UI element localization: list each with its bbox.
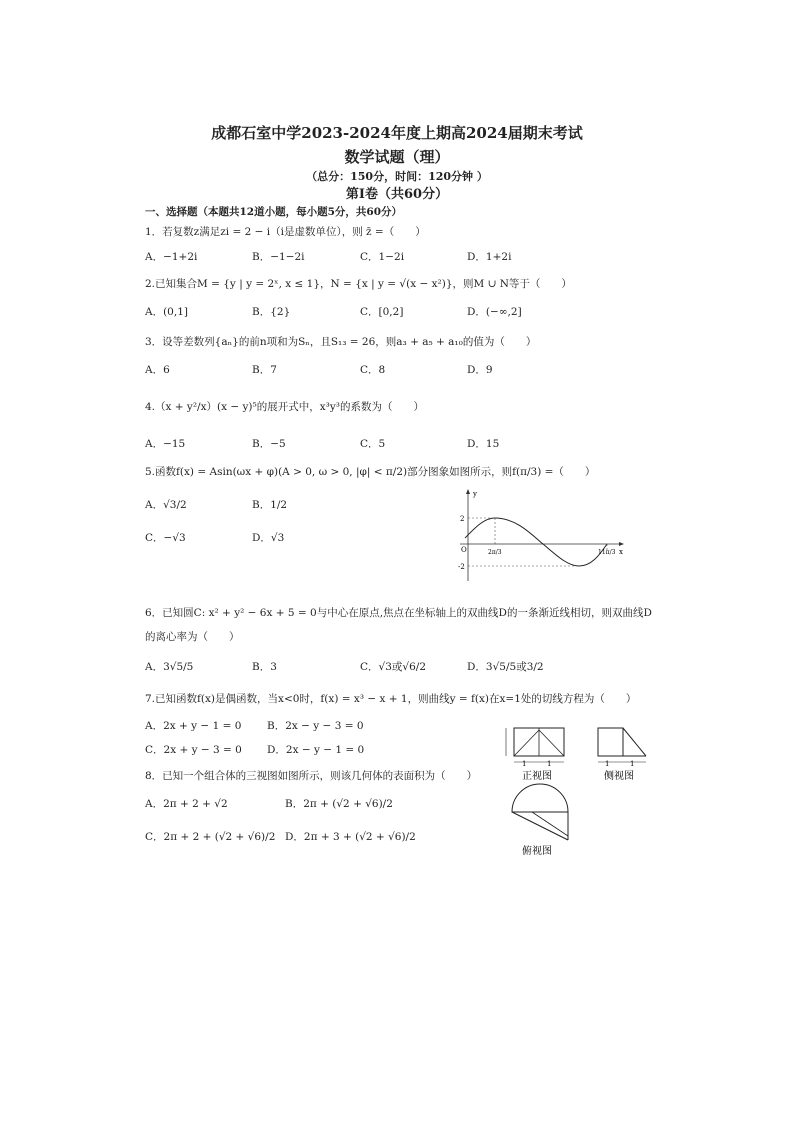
q7-option-b: B．2x − y − 3 = 0 — [267, 720, 364, 732]
subject-title: 数学试题（理） — [344, 148, 450, 166]
q8-option-d: D．2π + 3 + (√2 + √6)/2 — [285, 831, 416, 843]
question-6-stem-line2: 的离心率为（ ） — [145, 631, 240, 643]
q6-option-d: D．3√5/5或3/2 — [467, 661, 544, 673]
q3-option-b: B．7 — [252, 364, 277, 376]
q3-option-c: C．8 — [360, 364, 386, 376]
question-1-stem: 1．若复数z满足zi = 2 − i（i是虚数单位），则 z̄ =（ ） — [145, 226, 426, 238]
tick-y-top: 2 — [460, 515, 465, 523]
q5-option-a: A．√3/2 — [145, 499, 187, 511]
side-view-label: 侧视图 — [604, 771, 634, 782]
tick-x1: 2π/3 — [488, 549, 502, 556]
q6-option-c: C．√3或√6/2 — [360, 661, 426, 673]
q5-option-b: B．1/2 — [252, 499, 288, 511]
section-heading: 一、选择题（本题共12道小题，每小题5分，共60分） — [145, 206, 403, 218]
q6-option-a: A．3√5/5 — [145, 661, 194, 673]
front-view-label: 正视图 — [522, 771, 552, 782]
sine-curve — [465, 518, 607, 566]
y-axis-arrow — [466, 489, 470, 494]
q1-option-b: B．−1−2i — [252, 251, 305, 263]
three-views-figure — [496, 722, 656, 862]
q1-option-a: A．−1+2i — [145, 251, 198, 263]
part-title: 第Ⅰ卷（共60分） — [345, 187, 449, 202]
question-3-stem: 3．设等差数列{aₙ}的前n项和为Sₙ，且S₁₃ = 26，则a₃ + a₅ + a₁₀的值为（ ） — [145, 336, 537, 348]
x-axis-arrow — [619, 542, 624, 546]
q2-option-b: B．{2} — [252, 306, 291, 318]
q8-option-c: C．2π + 2 + (√2 + √6)/2 — [145, 831, 276, 843]
front-dim-1: 1 — [522, 760, 527, 768]
question-5-stem: 5.函数f(x) = Asin(ωx + φ)(A > 0, ω > 0, |φ| < π/2)部分图象如图所示，则f(π/3) =（ ） — [145, 466, 596, 478]
q8-option-b: B．2π + (√2 + √6)/2 — [285, 798, 393, 810]
front-dim-2: 1 — [547, 760, 552, 768]
q4-option-b: B．−5 — [252, 438, 286, 450]
exam-meta: （总分：150分，时间：120分钟 ） — [306, 170, 488, 183]
y-axis-label: y — [473, 490, 477, 498]
q2-option-a: A．(0,1] — [145, 306, 188, 318]
q7-option-c: C．2x + y − 3 = 0 — [145, 744, 242, 756]
q4-option-a: A．−15 — [145, 438, 186, 450]
top-view — [512, 784, 568, 840]
side-dim-2: 1 — [630, 760, 635, 768]
q1-option-d: D．1+2i — [467, 251, 512, 263]
tick-x2: 11π/3 — [598, 549, 616, 556]
front-view — [506, 728, 564, 768]
q8-option-a: A．2π + 2 + √2 — [145, 798, 228, 810]
q1-option-c: C．1−2i — [360, 251, 405, 263]
q4-option-d: D．15 — [467, 438, 500, 450]
exam-title: 成都石室中学2023-2024年度上期高2024届期末考试 — [211, 124, 583, 142]
x-axis-label: x — [619, 548, 623, 556]
q7-option-a: A．2x + y − 1 = 0 — [145, 720, 242, 732]
question-4-stem: 4.（x + y²/x）(x − y)⁵的展开式中，x³y³的系数为（ ） — [145, 401, 425, 413]
question-8-stem: 8．已知一个组合体的三视图如图所示，则该几何体的表面积为（ ） — [145, 770, 478, 782]
q6-option-b: B．3 — [252, 661, 277, 673]
q7-option-d: D．2x − y − 1 = 0 — [267, 744, 365, 756]
question-7-stem: 7.已知函数f(x)是偶函数，当x<0时，f(x) = x³ − x + 1，则曲线y = f(x)在x=1处的切线方程为（ ） — [145, 693, 637, 705]
q2-option-c: C．[0,2] — [360, 306, 404, 318]
q5-option-c: C．−√3 — [145, 532, 186, 544]
question-6-stem-line1: 6．已知圆C: x² + y² − 6x + 5 = 0与中心在原点,焦点在坐标轴上的双曲线D的一条渐近线相切，则双曲线D — [145, 607, 652, 619]
side-view — [598, 728, 646, 768]
origin-label: O — [461, 546, 467, 554]
q2-option-d: D．(−∞,2] — [467, 306, 522, 318]
side-dim-1: 1 — [605, 760, 610, 768]
q3-option-d: D．9 — [467, 364, 493, 376]
sine-graph — [455, 486, 625, 586]
top-view-label: 俯视图 — [522, 846, 552, 857]
question-2-stem: 2.已知集合M = {y | y = 2ˣ, x ≤ 1}，N = {x | y = √(x − x²)}，则M ∪ N等于（ ） — [145, 278, 572, 290]
q4-option-c: C．5 — [360, 438, 386, 450]
tick-y-bottom: -2 — [458, 563, 465, 571]
q3-option-a: A．6 — [145, 364, 170, 376]
q5-option-d: D．√3 — [252, 532, 285, 544]
